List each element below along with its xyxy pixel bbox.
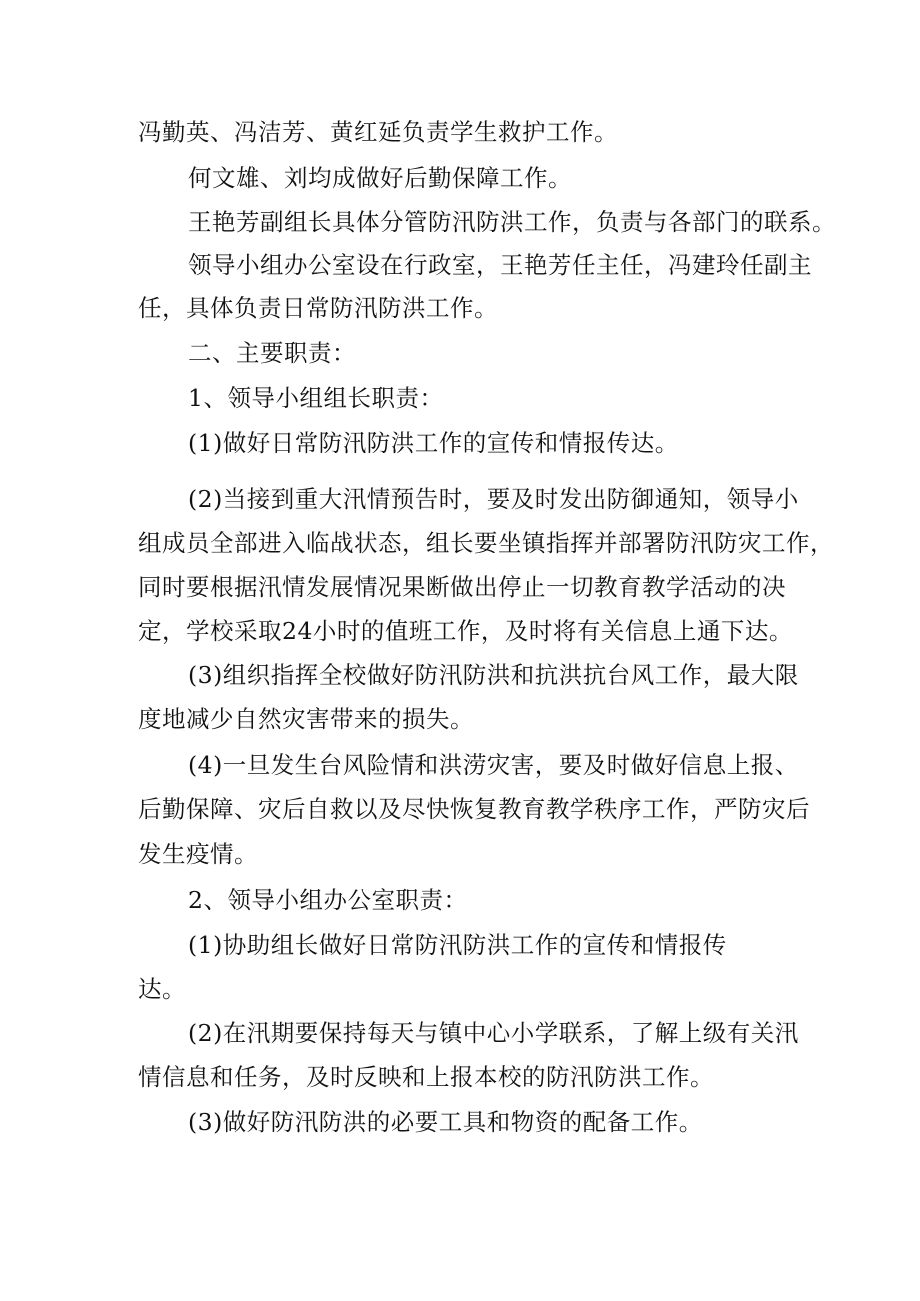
text-line: 领导小组办公室设在行政室，王艳芳任主任，冯建玲任副主 xyxy=(188,251,812,279)
text-line: (3)组织指挥全校做好防汛防洪和抗洪抗台风工作，最大限 xyxy=(188,661,799,689)
text-line: 冯勤英、冯洁芳、黄红延负责学生救护工作。 xyxy=(138,118,618,146)
text-line: (2)当接到重大汛情预告时，要及时发出防御通知，领导小 xyxy=(188,485,799,513)
subsection-heading: 2、领导小组办公室职责： xyxy=(188,886,468,914)
subsection-heading: 1、领导小组组长职责： xyxy=(188,384,444,412)
text-line: 达。 xyxy=(138,975,186,1003)
text-line: 情信息和任务，及时反映和上报本校的防汛防洪工作。 xyxy=(138,1063,714,1091)
text-line: (1)做好日常防汛防洪工作的宣传和情报传达。 xyxy=(188,429,679,457)
text-line: 定，学校采取24小时的值班工作，及时将有关信息上通下达。 xyxy=(138,617,793,645)
text-line: 发生疫情。 xyxy=(138,840,258,868)
text-line: (3)做好防汛防洪的必要工具和物资的配备工作。 xyxy=(188,1108,703,1136)
text-line: 组成员全部进入临战状态，组长要坐镇指挥并部署防汛防灾工作， xyxy=(138,529,834,557)
text-line: 同时要根据汛情发展情况果断做出停止一切教育教学活动的决 xyxy=(138,573,786,601)
text-line: (1)协助组长做好日常防汛防洪工作的宣传和情报传 xyxy=(188,931,727,959)
text-line: 后勤保障、灾后自救以及尽快恢复教育教学秩序工作，严防灾后 xyxy=(138,795,810,823)
text-line: 度地减少自然灾害带来的损失。 xyxy=(138,705,474,733)
text-line: 王艳芳副组长具体分管防汛防洪工作，负责与各部门的联系。 xyxy=(188,208,836,236)
section-heading: 二、主要职责： xyxy=(188,339,356,367)
text-line: (2)在汛期要保持每天与镇中心小学联系，了解上级有关汛 xyxy=(188,1019,799,1047)
text-line: (4)一旦发生台风险情和洪涝灾害，要及时做好信息上报、 xyxy=(188,751,799,779)
text-line: 何文雄、刘均成做好后勤保障工作。 xyxy=(188,164,572,192)
text-line: 任，具体负责日常防汛防洪工作。 xyxy=(138,294,498,322)
